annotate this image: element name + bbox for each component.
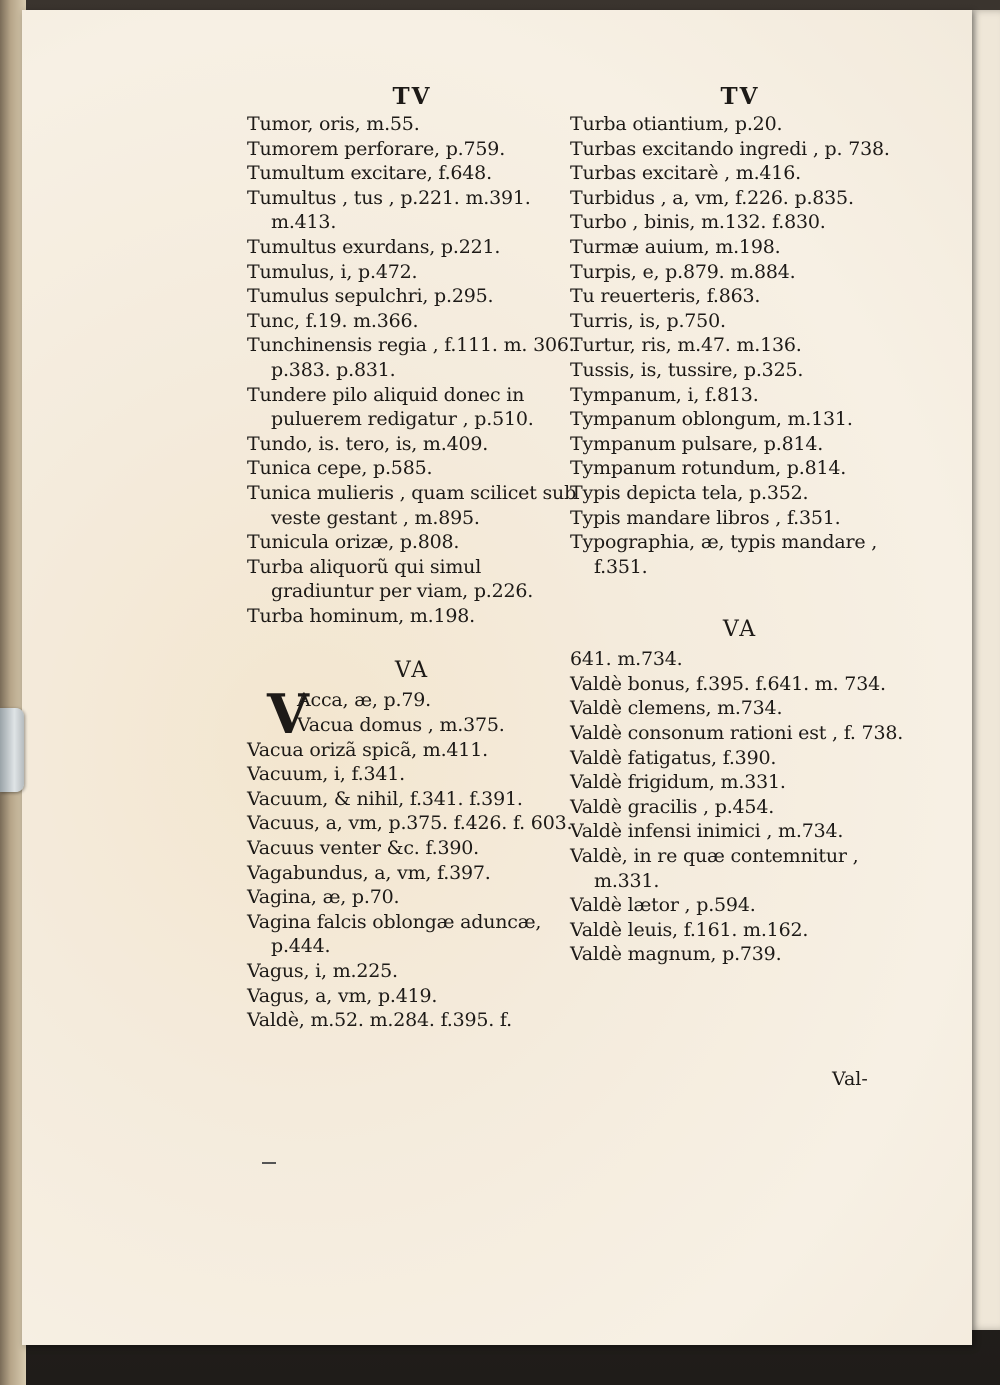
- left-entries-tv: [247, 112, 577, 628]
- book-clasp: [0, 708, 24, 792]
- running-head-left: TV: [392, 83, 432, 110]
- entry: 641. m.734.: [570, 648, 683, 671]
- entry: Turbo , binis, m.132. f.830.: [570, 211, 826, 234]
- section-heading-va-right: VA: [722, 617, 758, 643]
- entry: Vagus, a, vm, p.419.: [247, 984, 438, 1007]
- entry: Vagus, i, m.225.: [247, 960, 398, 982]
- entry: Vacuus venter &c. f.390.: [247, 837, 479, 860]
- entry: Valdè consonum rationi est , f. 738.: [570, 722, 904, 745]
- right-entries-tv: [570, 112, 910, 579]
- entry: Vacua domus , m.375.: [297, 714, 505, 737]
- entry: Vacuum, & nihil, f.341. f.391.: [247, 787, 523, 810]
- entry: Tussis, is, tussire, p.325.: [570, 358, 804, 381]
- entry: Vacuus, a, vm, p.375. f.426. f. 603.: [247, 812, 573, 835]
- entry: Tumultum excitare, f.648.: [247, 162, 492, 185]
- entry: Tunc, f.19. m.366.: [247, 309, 419, 332]
- entry: Typis mandare libros , f.351.: [570, 506, 841, 529]
- drop-cap-block: [247, 682, 577, 747]
- entry: Tunchinensis regia , f.111. m. 306. p.383. p.831.: [247, 334, 575, 381]
- entry: Turbas excitando ingredi , p. 738.: [570, 137, 890, 160]
- entry: Tumultus , tus , p.221. m.391. m.413.: [247, 186, 531, 234]
- entry: Tumulus, i, p.472.: [247, 260, 418, 283]
- right-column: [570, 84, 910, 967]
- entry: Valdè lætor , p.594.: [570, 894, 756, 917]
- entry: Tumultus exurdans, p.221.: [247, 235, 501, 258]
- catchword: Val-: [832, 1068, 868, 1090]
- entry: Valdè, in re quæ contemnitur , m.331.: [570, 845, 859, 892]
- entry: Tympanum pulsare, p.814.: [570, 432, 824, 455]
- running-head-right: TV: [720, 83, 760, 110]
- entry: Tunicula orizæ, p.808.: [247, 531, 460, 554]
- right-entries-va: [570, 647, 910, 967]
- entry: Turris, is, p.750.: [570, 309, 726, 332]
- entry: Vagina falcis oblongæ aduncæ, p.444.: [247, 910, 542, 958]
- entry: Turba aliquorũ qui simul gradiuntur per viam, p.226.: [247, 555, 534, 603]
- entry: Vagabundus, a, vm, f.397.: [247, 861, 491, 884]
- next-page-edge: [968, 10, 1000, 1330]
- entry: Vagina, æ, p.70.: [247, 886, 400, 909]
- left-column: [247, 84, 577, 1033]
- entry: Vacuum, i, f.341.: [247, 763, 405, 786]
- entry: Turpis, e, p.879. m.884.: [570, 260, 796, 283]
- entry: Vacua orizã spicã, m.411.: [247, 738, 488, 761]
- entry: Turmæ auium, m.198.: [570, 235, 781, 258]
- entry: Tunica mulieris , quam scilicet sub veste gestant , m.895.: [247, 481, 577, 529]
- entry: Valdè gracilis , p.454.: [570, 795, 775, 818]
- entry: Tympanum oblongum, m.131.: [570, 408, 853, 431]
- entry: Turtur, ris, m.47. m.136.: [570, 334, 802, 357]
- entry: Typographia, æ, typis mandare , f.351.: [570, 531, 878, 578]
- entry: Turba otiantium, p.20.: [570, 113, 783, 135]
- entry: Valdè frigidum, m.331.: [570, 771, 786, 794]
- entry: Tympanum rotundum, p.814.: [570, 457, 847, 480]
- entry: Tunica cepe, p.585.: [247, 457, 433, 480]
- entry: Valdè leuis, f.161. m.162.: [570, 918, 809, 941]
- entry: Acca, æ, p.79.: [297, 689, 431, 712]
- entry: Valdè clemens, m.734.: [570, 697, 783, 720]
- entry: Valdè magnum, p.739.: [570, 943, 782, 966]
- entry: Tu reuerteris, f.863.: [570, 285, 761, 308]
- entry: Tumorem perforare, p.759.: [247, 137, 506, 160]
- entry: Valdè bonus, f.395. f.641. m. 734.: [570, 672, 886, 695]
- entry: Typis depicta tela, p.352.: [570, 481, 809, 504]
- drop-cap: V: [267, 682, 309, 747]
- section-heading-va-left: VA: [394, 658, 430, 684]
- entry: Tundere pilo aliquid donec in puluerem redigatur , p.510.: [247, 383, 534, 431]
- entry: Tumor, oris, m.55.: [247, 113, 420, 135]
- entry: Tundo, is. tero, is, m.409.: [247, 432, 489, 455]
- entry: Turbidus , a, vm, f.226. p.835.: [570, 186, 854, 209]
- entry: Valdè, m.52. m.284. f.395. f.: [247, 1009, 512, 1032]
- entry: Valdè fatigatus, f.390.: [570, 746, 777, 769]
- entry: Tympanum, i, f.813.: [570, 383, 759, 406]
- entry: Valdè infensi inimici , m.734.: [570, 820, 844, 843]
- left-entries-va: [247, 738, 577, 1033]
- stray-mark: [262, 1162, 276, 1164]
- entry: Tumulus sepulchri, p.295.: [247, 285, 494, 308]
- entry: Turba hominum, m.198.: [247, 604, 476, 627]
- entry: Turbas excitarè , m.416.: [570, 162, 801, 185]
